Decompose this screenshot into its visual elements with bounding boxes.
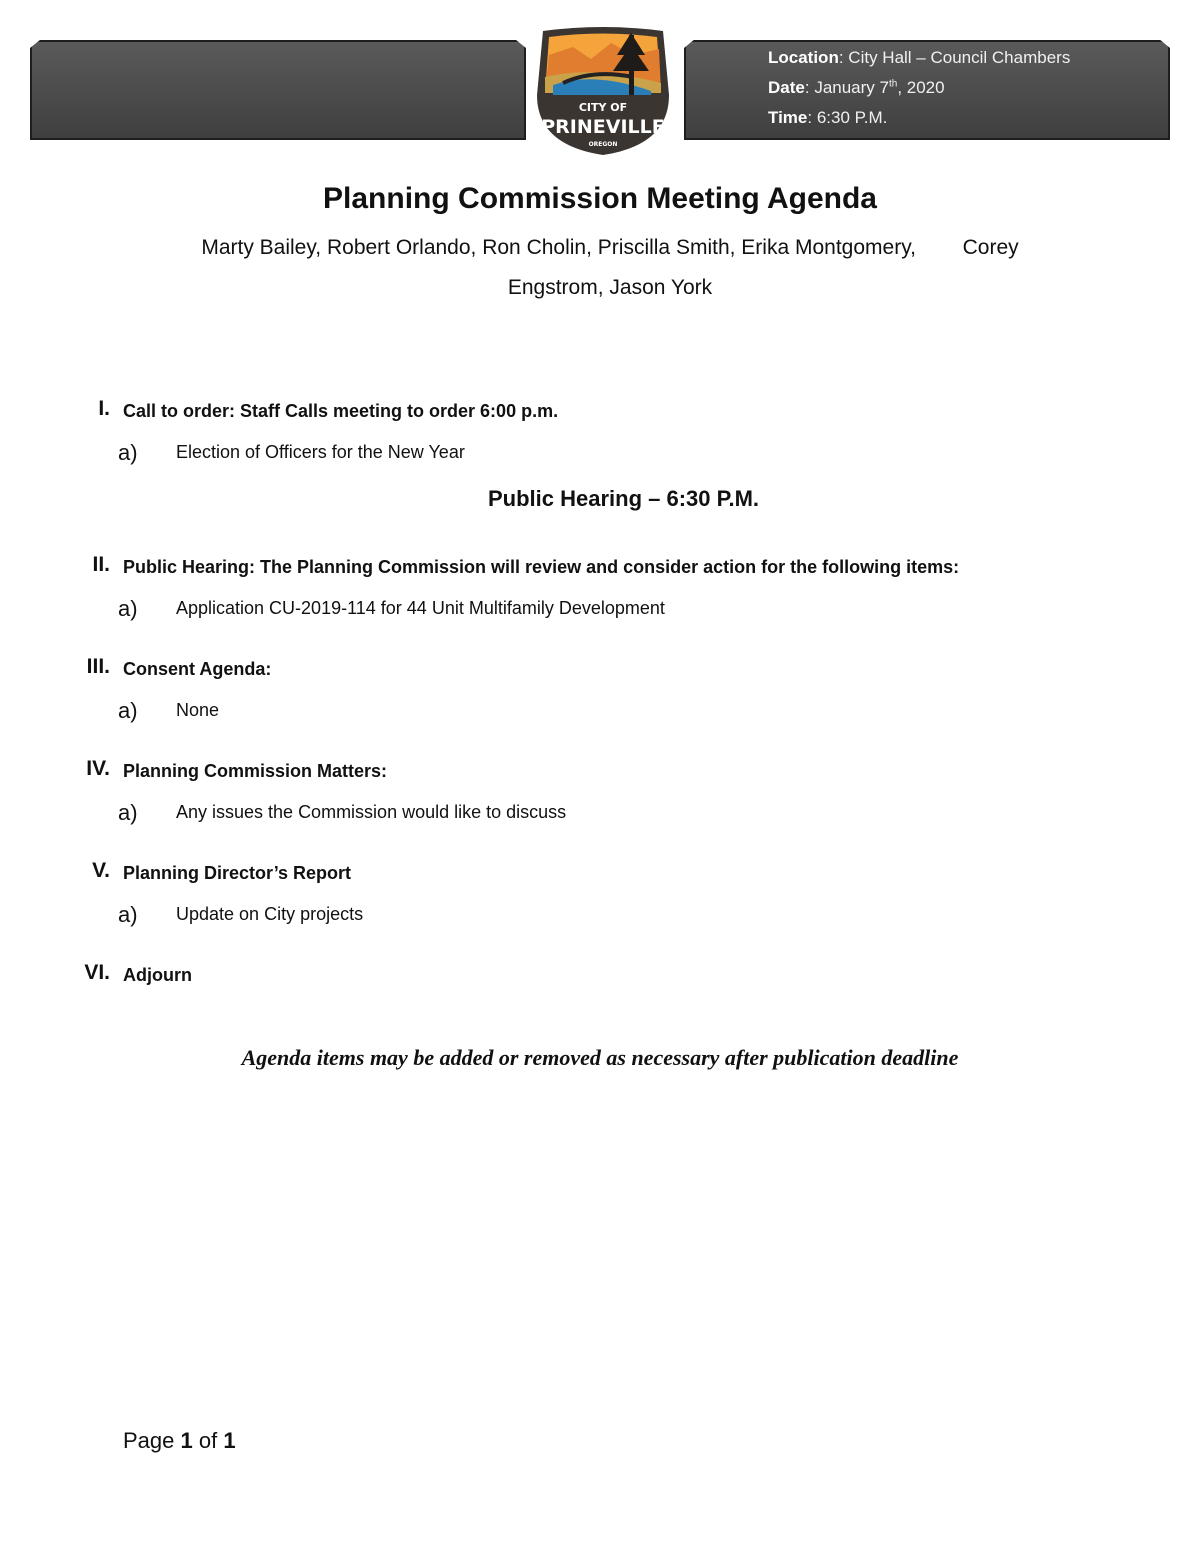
- section-numeral: IV.: [86, 757, 110, 780]
- date-label: Date: [768, 78, 805, 97]
- section-numeral: VI.: [84, 961, 110, 984]
- meeting-date: Date: January 7th, 2020: [768, 78, 945, 97]
- time-value: 6:30 P.M.: [816, 108, 888, 127]
- time-label: Time: [768, 108, 808, 127]
- section-heading: Planning Commission Matters:: [123, 761, 388, 781]
- section-heading: Consent Agenda:: [123, 659, 272, 679]
- logo-line3: OREGON: [588, 141, 618, 148]
- commission-members: [150, 228, 1070, 308]
- item-text: None: [176, 700, 220, 720]
- item-text: Election of Officers for the New Year: [176, 442, 465, 462]
- agenda-notice: Agenda items may be added or removed as necessary after publication deadline: [241, 1045, 959, 1070]
- members-line-1: Marty Bailey, Robert Orlando, Ron Cholin, Priscilla Smith, Erika Montgomery, Corey: [201, 236, 1019, 259]
- section-heading: Call to order: Staff Calls meeting to order 6:00 p.m.: [123, 401, 559, 421]
- date-value: January 7: [814, 78, 889, 97]
- item-letter: a): [118, 440, 138, 465]
- section-heading: Adjourn: [123, 965, 192, 985]
- logo-line2: PRINEVILLE: [541, 116, 665, 138]
- item-letter: a): [118, 902, 138, 927]
- city-of-prineville-logo: [533, 25, 673, 157]
- section-numeral: I.: [98, 397, 110, 420]
- section-numeral: III.: [86, 655, 110, 678]
- page-word: Page: [123, 1428, 175, 1453]
- date-ordinal: th: [888, 78, 898, 90]
- section-numeral: II.: [92, 553, 110, 576]
- location-value: City Hall – Council Chambers: [848, 48, 1071, 67]
- header-banner-left: [30, 40, 526, 140]
- item-letter: a): [118, 698, 138, 723]
- item-text: Application CU-2019-114 for 44 Unit Multifamily Development: [176, 598, 665, 618]
- item-letter: a): [118, 800, 138, 825]
- meeting-location: Location: City Hall – Council Chambers: [768, 48, 1071, 67]
- item-letter: a): [118, 596, 138, 621]
- logo-line1: CITY OF: [578, 101, 628, 114]
- section-heading: Public Hearing: The Planning Commission will review and consider action for the following items:: [123, 557, 960, 577]
- section-heading: Planning Director’s Report: [123, 863, 352, 883]
- section-numeral: V.: [92, 859, 110, 882]
- item-text: Any issues the Commission would like to discuss: [176, 802, 567, 822]
- page-current: 1: [180, 1428, 193, 1453]
- item-text: Update on City projects: [176, 904, 364, 924]
- meeting-time: Time: 6:30 P.M.: [768, 108, 888, 127]
- members-line-2: Engstrom, Jason York: [507, 276, 713, 299]
- agenda-title: Planning Commission Meeting Agenda: [323, 182, 877, 215]
- location-label: Location: [768, 48, 839, 67]
- page-total: 1: [223, 1428, 236, 1453]
- public-hearing-title: Public Hearing – 6:30 P.M.: [488, 486, 760, 511]
- page-number: [123, 1428, 236, 1454]
- date-year: , 2020: [897, 78, 945, 97]
- of-word: of: [198, 1428, 218, 1453]
